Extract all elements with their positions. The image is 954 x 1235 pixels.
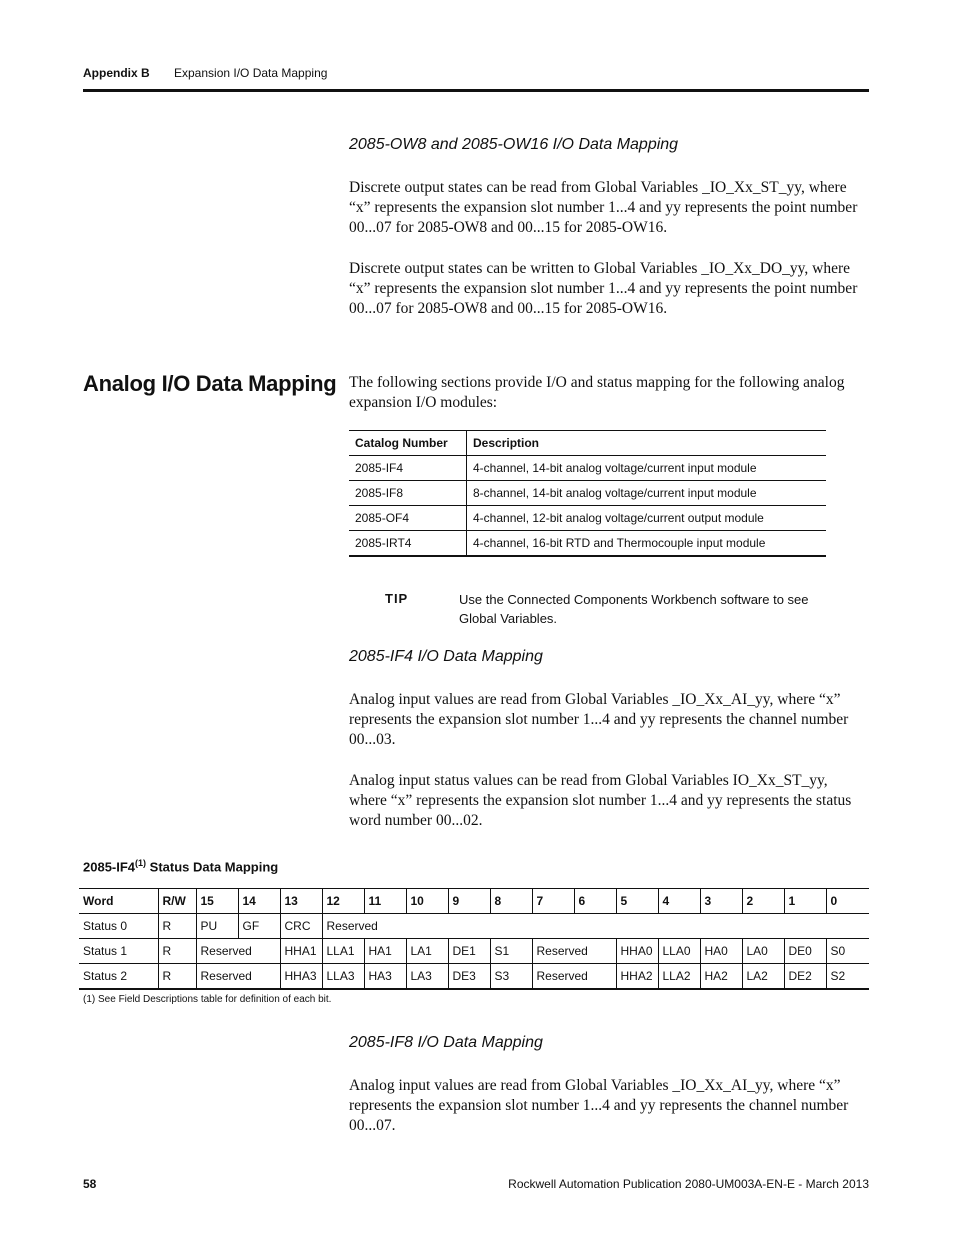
column-header: Word <box>79 889 158 914</box>
description-cell: 4-channel, 16-bit RTD and Thermocouple input module <box>467 531 827 557</box>
publication-info: Rockwell Automation Publication 2080-UM003A-EN-E - March 2013 <box>508 1177 869 1191</box>
column-header: 0 <box>826 889 869 914</box>
if4-paragraph-1: Analog input values are read from Global Variables _IO_Xx_AI_yy, where “x” represents the expansion slot number 1...4 and yy represents the channel number 00...03. <box>349 691 849 748</box>
column-header: 4 <box>658 889 700 914</box>
table-row <box>79 939 869 964</box>
column-header: 14 <box>238 889 280 914</box>
bit-cell: HA0 <box>700 939 742 964</box>
column-header: 6 <box>574 889 616 914</box>
column-header: Description <box>467 431 827 456</box>
bit-cell: GF <box>238 914 280 939</box>
description-cell: 8-channel, 14-bit analog voltage/current input module <box>467 481 827 506</box>
table-row <box>349 506 826 531</box>
column-header: Catalog Number <box>349 431 467 456</box>
column-header: R/W <box>158 889 196 914</box>
if8-subheading: 2085-IF8 I/O Data Mapping <box>349 1034 543 1051</box>
column-header: 3 <box>700 889 742 914</box>
description-cell: 4-channel, 12-bit analog voltage/current output module <box>467 506 827 531</box>
table-row <box>79 964 869 990</box>
column-header: 13 <box>280 889 322 914</box>
bit-cell: HA1 <box>364 939 406 964</box>
catalog-number-cell: 2085-IRT4 <box>349 531 467 557</box>
description-cell: 4-channel, 14-bit analog voltage/current input module <box>467 456 827 481</box>
column-header: 15 <box>196 889 238 914</box>
caption-rest: Status Data Mapping <box>146 859 279 875</box>
table-row <box>349 456 826 481</box>
catalog-number-cell: 2085-IF4 <box>349 456 467 481</box>
table-header-row <box>349 431 826 456</box>
bit-cell: DE1 <box>448 939 490 964</box>
header-rule <box>83 89 869 92</box>
section-title: Analog I/O Data Mapping <box>83 371 337 396</box>
column-header: 12 <box>322 889 364 914</box>
caption-main: 2085-IF4 <box>83 859 136 875</box>
word-cell: Status 0 <box>79 914 158 939</box>
column-header: 9 <box>448 889 490 914</box>
word-cell: Status 1 <box>79 939 158 964</box>
bit-cell: CRC <box>280 914 322 939</box>
bit-cell: HHA2 <box>616 964 658 990</box>
caption-footnote-ref: (1) <box>135 858 147 868</box>
column-header: 11 <box>364 889 406 914</box>
bit-cell: S3 <box>490 964 532 990</box>
bit-cell-reserved: Reserved <box>532 964 616 990</box>
rw-cell: R <box>158 914 196 939</box>
bit-cell: LA2 <box>742 964 784 990</box>
bit-cell: S0 <box>826 939 869 964</box>
bit-cell: HHA1 <box>280 939 322 964</box>
table-row <box>349 481 826 506</box>
header-title: Expansion I/O Data Mapping <box>174 66 328 80</box>
catalog-table <box>349 430 826 557</box>
column-header: 5 <box>616 889 658 914</box>
status-table <box>79 888 869 990</box>
bit-cell: HA2 <box>700 964 742 990</box>
catalog-number-cell: 2085-IF8 <box>349 481 467 506</box>
table-header-row <box>79 889 869 914</box>
bit-cell: S2 <box>826 964 869 990</box>
bit-cell: HHA0 <box>616 939 658 964</box>
rw-cell: R <box>158 939 196 964</box>
catalog-number-cell: 2085-OF4 <box>349 506 467 531</box>
bit-cell: LA0 <box>742 939 784 964</box>
bit-cell: HA3 <box>364 964 406 990</box>
bit-cell: HHA3 <box>280 964 322 990</box>
word-cell: Status 2 <box>79 964 158 990</box>
tip-text: Use the Connected Components Workbench software to see Global Variables. <box>459 592 809 626</box>
analog-intro: The following sections provide I/O and status mapping for the following analog expansion I/O modules: <box>349 374 845 411</box>
rw-cell: R <box>158 964 196 990</box>
bit-cell: LLA2 <box>658 964 700 990</box>
bit-cell: PU <box>196 914 238 939</box>
bit-cell-reserved: Reserved <box>532 939 616 964</box>
ow-paragraph-2: Discrete output states can be written to Global Variables _IO_Xx_DO_yy, where “x” represents the expansion slot number 1...4 and yy represents the point number 00...07 for 2085-OW8 and 00...15 for 2085-OW16. <box>349 260 858 317</box>
bit-cell-reserved: Reserved <box>196 964 280 990</box>
status-table-caption <box>83 858 278 874</box>
bit-cell-reserved: Reserved <box>196 939 280 964</box>
table-row <box>79 914 869 939</box>
column-header: 7 <box>532 889 574 914</box>
table-footnote: (1) See Field Descriptions table for definition of each bit. <box>83 994 332 1005</box>
bit-cell: DE2 <box>784 964 826 990</box>
ow-paragraph-1: Discrete output states can be read from Global Variables _IO_Xx_ST_yy, where “x” represents the expansion slot number 1...4 and yy represents the point number 00...07 for 2085-OW8 and 00...15 for 2085-OW16. <box>349 179 858 236</box>
bit-cell: LLA1 <box>322 939 364 964</box>
bit-cell: S1 <box>490 939 532 964</box>
if4-paragraph-2: Analog input status values can be read from Global Variables IO_Xx_ST_yy, where “x” represents the expansion slot number 1...4 and yy represents the status word number 00...02. <box>349 772 852 829</box>
bit-cell: LLA3 <box>322 964 364 990</box>
if8-paragraph-1: Analog input values are read from Global Variables _IO_Xx_AI_yy, where “x” represents the expansion slot number 1...4 and yy represents the channel number 00...07. <box>349 1077 849 1134</box>
bit-cell: LA3 <box>406 964 448 990</box>
ow-subheading: 2085-OW8 and 2085-OW16 I/O Data Mapping <box>349 136 679 153</box>
bit-cell-reserved: Reserved <box>322 914 869 939</box>
if4-subheading: 2085-IF4 I/O Data Mapping <box>349 648 543 665</box>
column-header: 8 <box>490 889 532 914</box>
bit-cell: DE3 <box>448 964 490 990</box>
page-number: 58 <box>83 1177 97 1191</box>
bit-cell: LLA0 <box>658 939 700 964</box>
column-header: 2 <box>742 889 784 914</box>
tip-label: TIP <box>385 591 409 606</box>
bit-cell: DE0 <box>784 939 826 964</box>
header-appendix: Appendix B <box>83 66 150 80</box>
column-header: 10 <box>406 889 448 914</box>
column-header: 1 <box>784 889 826 914</box>
bit-cell: LA1 <box>406 939 448 964</box>
table-row <box>349 531 826 557</box>
